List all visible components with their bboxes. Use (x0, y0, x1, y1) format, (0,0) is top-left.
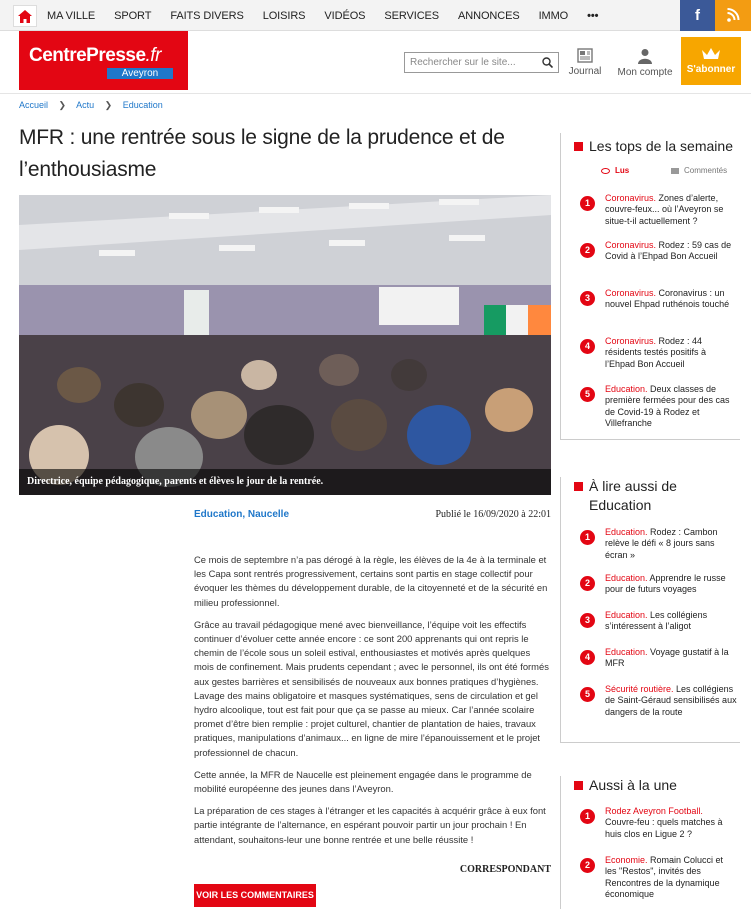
photo-caption: Directrice, équipe pédagogique, parents et élèves le jour de la rentrée. (19, 469, 551, 495)
nav-item-faits-divers[interactable]: FAITS DIVERS (170, 9, 244, 22)
article-paragraph: Cette année, la MFR de Naucelle est pleinement engagée dans le programme de mobilité européenne des jeunes dans l’Aveyron. (194, 768, 532, 795)
nav-item-immo[interactable]: IMMO (538, 9, 569, 22)
eye-icon (601, 168, 610, 174)
nav-item-ma-ville[interactable]: MA VILLE (47, 9, 96, 22)
more-menu-button[interactable]: ••• (587, 9, 599, 22)
breadcrumb (19, 100, 171, 111)
facebook-button[interactable]: f (680, 0, 715, 31)
account-label: Mon compte (617, 67, 673, 78)
chevron-right-icon: ❯ (58, 100, 67, 110)
also-headline-box: Aussi à la une 1 Rodez Aveyron Football. Couvre-feu : quels matches à huis clos en Ligue 2 ? 2 Economie. Romain Colucci et les "Restos", invités des Rencontres de la dynamique économique (560, 776, 740, 909)
journal-label: Journal (568, 66, 602, 77)
also-headline-title: Aussi à la une (561, 776, 740, 795)
chevron-right-icon: ❯ (104, 100, 113, 110)
home-button[interactable] (13, 5, 37, 27)
search-field[interactable] (404, 52, 559, 73)
publication-date: Publié le 16/09/2020 à 22:01 (435, 509, 551, 520)
nav-items (47, 0, 617, 31)
nav-item-annonces[interactable]: ANNONCES (458, 9, 520, 22)
tops-title: Les tops de la semaine (561, 137, 740, 156)
article-author: CORRESPONDANT (459, 864, 551, 875)
article-body (194, 553, 551, 855)
rss-button[interactable] (715, 0, 751, 31)
journal-button[interactable] (566, 48, 604, 77)
breadcrumb-education[interactable]: Education (122, 100, 163, 110)
view-comments-button[interactable]: VOIR LES COMMENTAIRES (194, 884, 316, 907)
nav-item-videos[interactable]: VIDÉOS (324, 9, 366, 22)
article-photo (19, 195, 551, 495)
comment-icon (671, 168, 679, 174)
subscribe-label: S'abonner (686, 64, 736, 75)
article-paragraph: Ce mois de septembre n’a pas dérogé à la règle, les élèves de la 4e à la terminale et les Capa sont rentrés progressivement, certains sont partis en stage collectif pour évoquer les thèmes du développement durable, de la citoyenneté et de la sécurité en milieu professionnel. (194, 554, 548, 608)
read-also-box: À lire aussi de Education 1 Education. Rodez : Cambon relève le défi « 8 jours sans écran » 2 Education. Apprendre le russe pour de futurs voyages 3 Education. Les collégiens s’intéressent à l’aligot 4 Education. Voyage gustatif à la MFR 5 Sécurité routière. Les collégiens de Saint-Géraud sensibilisés aux dangers de la route (560, 477, 740, 743)
top-navigation (0, 0, 751, 31)
tab-commented[interactable]: Commentés (671, 166, 727, 175)
tops-week-box: Les tops de la semaine Lus Commentés 1 Coronavirus. Zones d’alerte, couvre-feux... où l’Aveyron se situe-t-il actuellement ? 2 Coronavirus. Rodez : 59 cas de Covid à l’Ehpad Bon Accueil 3 Coronavirus. Coronavirus : un nouvel Ehpad ruthénois touché 4 Coronavirus. Rodez : 44 résidents testés positifs à l’Ehpad Bon Accueil 5 Education. Deux classes de première fermées pour des cas de Covid-19 à Rodez et Villefranche (560, 133, 740, 440)
article-title: MFR : une rentrée sous le signe de la prudence et de l’enthousiasme (19, 126, 505, 181)
account-button[interactable] (617, 48, 673, 78)
article-tags[interactable]: Education, Naucelle (194, 509, 290, 520)
breadcrumb-home[interactable]: Accueil (19, 100, 49, 110)
article-paragraph: La préparation de ces stages à l’étranger et les capacités à acquérir grâce à eux font partie intégrante de l’alternance, en espérant pouvoir partir un jour prochain ! En attendant, souhaitons-leur une bonne rentrée et une belle réussite ! (194, 805, 546, 845)
breadcrumb-actu[interactable]: Actu (76, 100, 95, 110)
nav-item-services[interactable]: SERVICES (384, 9, 440, 22)
newspaper-icon (577, 48, 593, 63)
search-icon[interactable] (542, 57, 553, 68)
site-logo[interactable] (19, 31, 188, 90)
home-icon (18, 10, 32, 23)
classroom-photo (19, 195, 551, 495)
user-icon (637, 48, 653, 64)
logo-edition: Aveyron (107, 68, 173, 79)
article-paragraph: Grâce au travail pédagogique mené avec bienveillance, l’équipe voit les effectifs continuer d’évoluer cette année encore : ce sont 200 apprenants qui ont repris le chemin de l’école sous un soleil estival, enthousiastes et motivés après quelques mois de confinement. Mais prudents cependant ; avec le personnel, ils ont été formés aux gestes barrières et sensibilisés de nouveaux aux bonnes pratiques d’hygiènes. Lavage des mains obligatoire et masques systématiques, sens de circulation et gel hydro alcoolique, tout est fait pour que ça se passe au mieux. Car l’année scolaire promet d’être bien remplie : projet culturel, chantier de plantation de haies, travaux pratiques, manipulations d’animaux... en ligne de mire l’épanouissement et le projet professionnel de chacun. (194, 618, 549, 758)
subscribe-button[interactable] (681, 37, 741, 85)
logo-text: CentrePresse.fr (29, 45, 161, 66)
tab-read[interactable]: Lus (601, 166, 629, 175)
search-input[interactable]: Rechercher sur le site... (410, 57, 516, 68)
read-also-title: À lire aussi de Education (561, 477, 711, 515)
nav-item-sport[interactable]: SPORT (114, 9, 152, 22)
nav-item-loisirs[interactable]: LOISIRS (262, 9, 306, 22)
crown-icon (701, 47, 721, 61)
rss-icon (715, 0, 751, 31)
